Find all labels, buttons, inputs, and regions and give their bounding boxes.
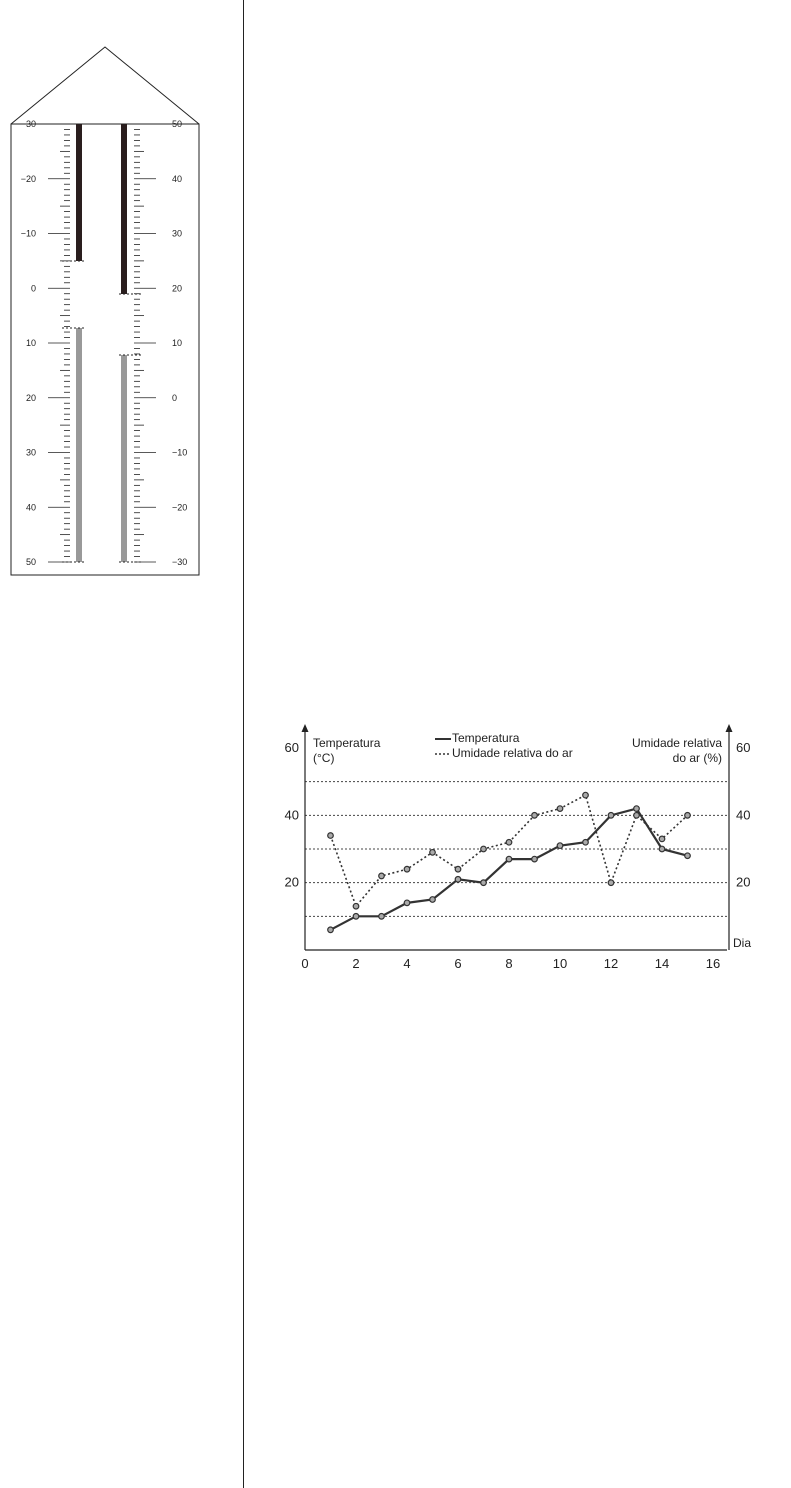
humidity-point [430, 850, 436, 856]
left-light-column [76, 328, 82, 562]
left-scale-label: 20 [25, 392, 36, 403]
chart-series [328, 792, 691, 932]
temperature-point [481, 880, 487, 886]
x-tick-label: 8 [505, 956, 513, 968]
temperature-point [608, 813, 614, 819]
x-tick-label: 10 [552, 956, 568, 968]
left-dark-column [76, 124, 82, 261]
legend-umidade: Umidade relativa do ar [452, 746, 573, 760]
right-scale-label: 10 [172, 338, 183, 348]
left-scale-label: 10 [25, 338, 36, 348]
right-scale-label: 30 [172, 228, 183, 239]
y-tick-label: 40 [284, 807, 299, 823]
temperature-point [583, 839, 589, 845]
humidity-point [659, 836, 665, 842]
humidity-point [634, 813, 640, 819]
humidity-point [608, 880, 614, 886]
humidity-point [328, 833, 334, 839]
right-scale-label: −30 [172, 557, 188, 567]
left-scale-label: 0 [30, 283, 36, 294]
right-scale-label: 0 [172, 392, 178, 403]
left-scale-label: 40 [25, 502, 36, 513]
y-axis-left-arrow-icon [302, 724, 309, 732]
temperature-point [557, 843, 563, 849]
right-axis-label-line1: Umidade relativa [631, 736, 722, 750]
left-scale-label: −20 [20, 173, 36, 184]
x-tick-label: 2 [352, 956, 360, 968]
right-scale-label: 20 [172, 283, 183, 294]
humidity-point [379, 873, 385, 879]
left-scale-label: −30 [20, 119, 36, 129]
y-axis-right-arrow-icon [726, 724, 733, 732]
temperature-point [506, 856, 512, 862]
left-scale-label: 50 [25, 557, 36, 567]
left-axis-label-line1: Temperatura [313, 736, 381, 750]
temperature-point [353, 914, 359, 920]
humidity-point [557, 806, 563, 812]
humidity-point [404, 866, 410, 872]
y-tick-label: 60 [284, 740, 299, 755]
left-scale-label: 30 [25, 447, 36, 458]
x-axis-label: Dia [733, 936, 752, 950]
temperature-point [328, 927, 334, 933]
right-dark-column [121, 124, 127, 294]
right-scale-label: 40 [172, 173, 183, 184]
x-tick-label: 14 [654, 956, 670, 968]
thermometer-roof [11, 47, 199, 124]
thermometer-ticks [48, 124, 156, 562]
humidity-point [455, 866, 461, 872]
left-scale-label: −10 [20, 228, 36, 239]
right-light-column [121, 355, 127, 562]
y2-tick-label: 20 [736, 874, 751, 890]
temperature-point [455, 877, 461, 883]
humidity-point [353, 903, 359, 909]
humidity-line [331, 795, 688, 906]
min-max-thermometer [0, 0, 243, 620]
temperature-point [685, 853, 691, 859]
thermometer-labels [21, 119, 188, 567]
temperature-point [659, 846, 665, 852]
temperature-point [634, 806, 640, 812]
humidity-point [506, 839, 512, 845]
humidity-point [532, 813, 538, 819]
humidity-point [685, 813, 691, 819]
y2-tick-label: 60 [736, 740, 751, 755]
legend-temperatura: Temperatura [452, 731, 520, 745]
x-tick-label: 6 [454, 956, 462, 968]
y-tick-label: 20 [284, 874, 299, 890]
temperature-point [379, 914, 385, 920]
x-tick-label: 16 [705, 956, 721, 968]
x-tick-label: 4 [403, 956, 411, 968]
right-scale-label: 50 [172, 119, 183, 129]
right-scale-label: −20 [172, 502, 188, 513]
thermometer-body [11, 124, 199, 575]
x-tick-label: 12 [603, 956, 619, 968]
right-scale-label: −10 [172, 447, 188, 458]
temperature-point [532, 856, 538, 862]
right-axis-label-line2: do ar (%) [672, 751, 722, 765]
y2-tick-label: 40 [736, 807, 751, 823]
left-axis-label-line2: (°C) [313, 751, 335, 765]
temperature-line [331, 809, 688, 930]
temperature-point [404, 900, 410, 906]
humidity-point [583, 792, 589, 798]
column-divider [243, 0, 244, 1488]
temperature-point [430, 897, 436, 903]
humidity-point [481, 846, 487, 852]
x-tick-label: 0 [301, 956, 309, 968]
temperature-humidity-chart [270, 718, 770, 968]
x-tick-labels [301, 956, 720, 968]
